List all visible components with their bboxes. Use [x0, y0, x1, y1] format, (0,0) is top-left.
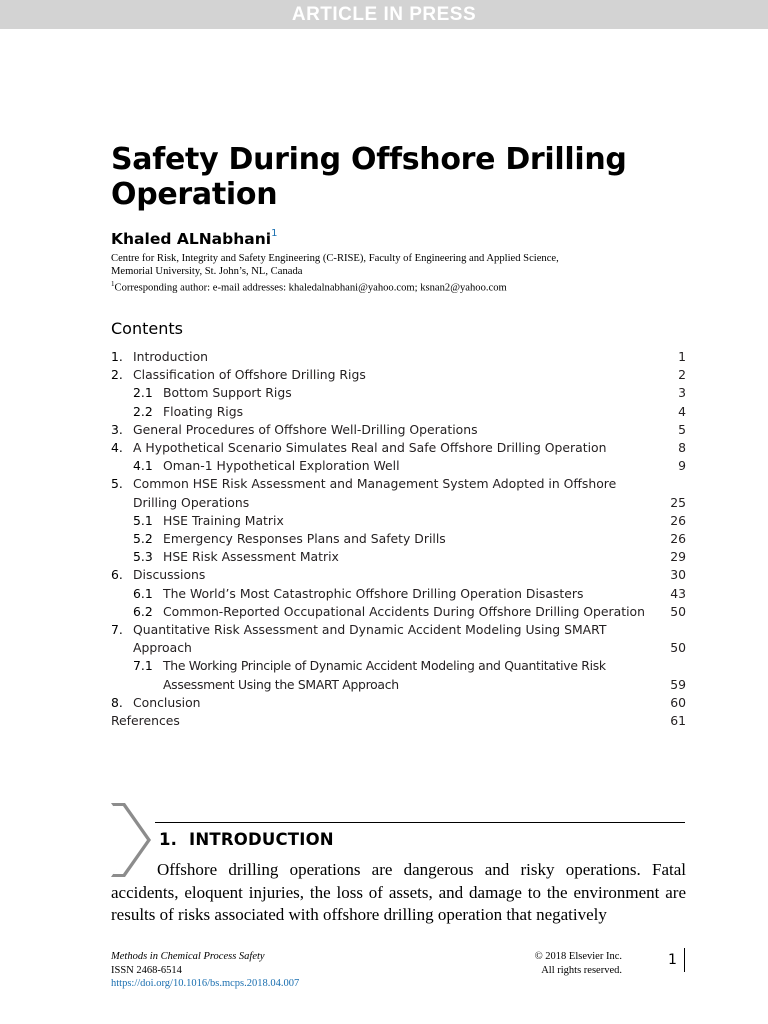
article-in-press-banner: ARTICLE IN PRESS [0, 0, 768, 29]
toc-item-page: 61 [670, 713, 686, 729]
toc-item-page: 60 [670, 694, 686, 710]
toc-item-title: HSE Risk Assessment Matrix [163, 549, 339, 565]
toc-item[interactable] [111, 475, 686, 511]
toc-item-page: 30 [670, 567, 686, 583]
toc-item-title: General Procedures of Offshore Well-Drilling Operations [133, 421, 478, 437]
toc-item-page: 43 [670, 585, 686, 601]
corresponding-author-text: Corresponding author: e-mail addresses: khaledalnabhani@yahoo.com; ksnan2@yahoo.com [114, 282, 507, 294]
toc-item-title: Discussions [133, 567, 206, 583]
toc-item-number: 5.2 [133, 531, 153, 547]
toc-item-title: Common HSE Risk Assessment and Management System Adopted in Offshore Drilling Operations [133, 476, 617, 510]
toc-item-title: The Working Principle of Dynamic Accident Modeling and Quantitative Risk Assessment Using the SMART Approach [163, 658, 606, 692]
affiliation-line-2: Memorial University, St. John’s, NL, Canada [111, 266, 303, 277]
toc-item-number: 5. [111, 476, 123, 492]
toc-item-number: 2.1 [133, 385, 153, 401]
section-heading [159, 830, 334, 849]
toc-item-title: HSE Training Matrix [163, 512, 284, 528]
issn: ISSN 2468-6514 [111, 964, 182, 976]
toc-item-number: 5.1 [133, 512, 153, 528]
toc-item-number: 7. [111, 622, 123, 638]
toc-item-number: 2.2 [133, 403, 153, 419]
section-number: 1. [159, 830, 178, 849]
toc-item-title: Bottom Support Rigs [163, 385, 292, 401]
section-title: INTRODUCTION [189, 830, 334, 849]
toc-item-page: 1 [678, 349, 686, 364]
table-of-contents [111, 348, 686, 730]
toc-item-number: 2. [111, 367, 123, 383]
toc-item-page: 59 [670, 676, 686, 692]
toc-item[interactable] [111, 348, 686, 366]
toc-item-page: 26 [670, 531, 686, 547]
toc-item[interactable] [111, 694, 686, 712]
footer-right [480, 950, 622, 977]
toc-item-page: 8 [678, 440, 686, 456]
toc-item-title: Conclusion [133, 694, 201, 710]
toc-item[interactable] [111, 530, 686, 548]
toc-item[interactable] [111, 548, 686, 566]
page-number: 1 [668, 952, 677, 968]
toc-item[interactable] [111, 657, 686, 693]
toc-item-title: Introduction [133, 349, 209, 364]
toc-item-page: 26 [670, 512, 686, 528]
page-number-rule [684, 948, 685, 972]
toc-item-title: Floating Rigs [163, 403, 244, 419]
toc-item-title: Quantitative Risk Assessment and Dynamic Accident Modeling Using SMART Approach [133, 622, 607, 656]
author-name: Khaled ALNabhani [111, 230, 272, 249]
corresponding-author [111, 278, 711, 295]
toc-item[interactable] [111, 585, 686, 603]
affiliation-block [111, 252, 711, 295]
toc-item[interactable] [111, 403, 686, 421]
toc-item-page: 2 [678, 367, 686, 383]
toc-item-page: 50 [670, 640, 686, 656]
toc-item[interactable] [111, 621, 686, 657]
toc-item-number: 6.1 [133, 585, 153, 601]
toc-item-page: 50 [670, 603, 686, 619]
contents-heading: Contents [111, 319, 183, 338]
toc-item-number: 4.1 [133, 458, 153, 474]
toc-item-title: Common-Reported Occupational Accidents During Offshore Drilling Operation [163, 603, 645, 619]
toc-item[interactable] [111, 457, 686, 475]
introduction-paragraph: Offshore drilling operations are dangerous and risky operations. Fatal accidents, eloquent injuries, the loss of assets, and damage to the environment are results of risks associated with offshore drilling operation that negatively [111, 860, 686, 924]
article-title: Safety During Offshore Drilling Operation [111, 142, 627, 212]
toc-item[interactable] [111, 366, 686, 384]
toc-item-number: 8. [111, 694, 123, 710]
toc-item-page: 25 [670, 494, 686, 510]
toc-item-title: Classification of Offshore Drilling Rigs [133, 367, 366, 383]
toc-item[interactable] [111, 384, 686, 402]
toc-item-number: 5.3 [133, 549, 153, 565]
toc-item[interactable] [111, 421, 686, 439]
toc-item-title: The World’s Most Catastrophic Offshore Drilling Operation Disasters [163, 585, 584, 601]
affiliation-line-1: Centre for Risk, Integrity and Safety Engineering (C-RISE), Faculty of Engineering and Applied Science, [111, 253, 559, 264]
footer-left [111, 950, 299, 991]
toc-item[interactable] [111, 439, 686, 457]
toc-item-number: 4. [111, 440, 123, 456]
toc-item-title: Oman-1 Hypothetical Exploration Well [163, 458, 400, 474]
toc-item-page: 9 [678, 458, 686, 474]
corresponding-marker: 1 [111, 280, 115, 288]
toc-item-title: Emergency Responses Plans and Safety Drills [163, 531, 446, 547]
journal-name: Methods in Chemical Process Safety [111, 951, 265, 962]
toc-item-number: 6. [111, 567, 123, 583]
doi-link[interactable]: https://doi.org/10.1016/bs.mcps.2018.04.007 [111, 978, 300, 989]
toc-item-page: 3 [678, 385, 686, 401]
section-rule [155, 822, 685, 823]
toc-item-number: 3. [111, 421, 123, 437]
copyright: © 2018 Elsevier Inc. [534, 951, 622, 962]
author-footnote-marker[interactable]: 1 [271, 228, 278, 239]
author-line [111, 230, 277, 248]
rights: All rights reserved. [541, 964, 622, 976]
toc-item-page: 29 [670, 549, 686, 565]
toc-item-page: 5 [678, 421, 686, 437]
toc-item[interactable] [111, 566, 686, 584]
toc-item-number: 6.2 [133, 603, 153, 619]
toc-item-page: 4 [678, 403, 686, 419]
toc-item-title: A Hypothetical Scenario Simulates Real and Safe Offshore Drilling Operation [133, 440, 607, 456]
toc-item-number: 1. [111, 349, 123, 364]
toc-item[interactable] [111, 603, 686, 621]
toc-item[interactable] [111, 512, 686, 530]
toc-item-title: References [111, 713, 180, 729]
toc-item[interactable] [111, 712, 686, 730]
toc-item-number: 7.1 [133, 658, 153, 674]
